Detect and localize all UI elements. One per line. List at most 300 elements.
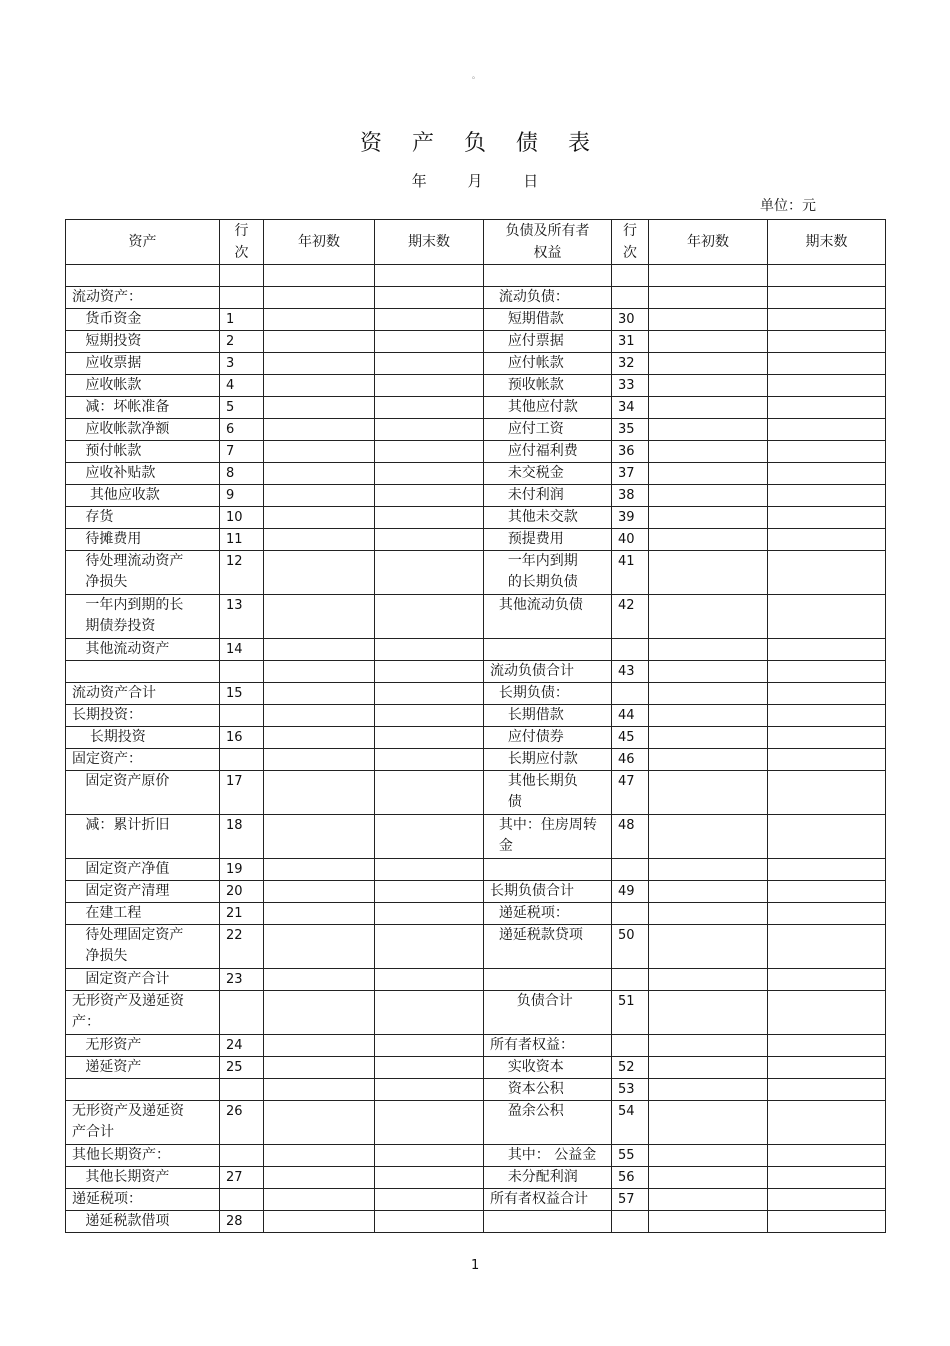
asset-row-no-cell: 3 — [220, 353, 264, 375]
asset-end-cell — [375, 265, 484, 287]
asset-end-cell — [375, 353, 484, 375]
liability-name-cell — [484, 265, 612, 287]
table-row — [66, 727, 886, 749]
unit-label: 单位：元 — [760, 198, 816, 214]
asset-begin-cell — [264, 485, 375, 507]
liability-row-no-cell: 30 — [612, 309, 649, 331]
liability-begin-cell — [649, 353, 768, 375]
liability-end-cell — [768, 815, 886, 859]
asset-end-cell — [375, 727, 484, 749]
liability-row-no-cell: 55 — [612, 1145, 649, 1167]
liability-begin-cell — [649, 419, 768, 441]
asset-name-cell — [66, 1079, 220, 1101]
asset-end-cell — [375, 309, 484, 331]
liability-name-cell: 长期借款 — [484, 705, 612, 727]
asset-row-no-cell: 11 — [220, 529, 264, 551]
liability-begin-cell — [649, 815, 768, 859]
liability-row-no-cell: 42 — [612, 595, 649, 639]
liability-end-cell — [768, 859, 886, 881]
asset-begin-cell — [264, 1167, 375, 1189]
asset-name-cell: 长期投资： — [66, 705, 220, 727]
table-row — [66, 595, 886, 639]
asset-end-cell — [375, 375, 484, 397]
liability-end-cell — [768, 397, 886, 419]
balance-sheet-table — [65, 219, 886, 1233]
asset-end-cell — [375, 1211, 484, 1233]
asset-name-cell: 待摊费用 — [66, 529, 220, 551]
liability-name-cell: 应付福利费 — [484, 441, 612, 463]
asset-row-no-cell: 6 — [220, 419, 264, 441]
asset-begin-cell — [264, 1035, 375, 1057]
asset-end-cell — [375, 815, 484, 859]
asset-begin-cell — [264, 1189, 375, 1211]
liability-name-cell — [484, 969, 612, 991]
asset-end-cell — [375, 639, 484, 661]
asset-end-cell — [375, 683, 484, 705]
liability-row-no-cell: 33 — [612, 375, 649, 397]
asset-end-cell — [375, 397, 484, 419]
liability-end-cell — [768, 683, 886, 705]
liability-end-cell — [768, 639, 886, 661]
liability-end-cell — [768, 595, 886, 639]
table-row — [66, 683, 886, 705]
asset-name-cell: 一年内到期的长 期债券投资 — [66, 595, 220, 639]
table-row — [66, 353, 886, 375]
asset-end-cell — [375, 529, 484, 551]
asset-begin-cell — [264, 683, 375, 705]
asset-name-cell: 其他流动资产 — [66, 639, 220, 661]
asset-begin-cell — [264, 859, 375, 881]
liability-row-no-cell: 50 — [612, 925, 649, 969]
liability-row-no-cell — [612, 969, 649, 991]
table-row — [66, 265, 886, 287]
table-row — [66, 1035, 886, 1057]
top-mark: 。 — [472, 71, 480, 80]
asset-begin-cell — [264, 551, 375, 595]
liability-row-no-cell: 49 — [612, 881, 649, 903]
table-row — [66, 331, 886, 353]
liability-row-no-cell: 52 — [612, 1057, 649, 1079]
liability-name-cell: 所有者权益： — [484, 1035, 612, 1057]
liability-begin-cell — [649, 397, 768, 419]
liability-begin-cell — [649, 309, 768, 331]
liability-end-cell — [768, 661, 886, 683]
liability-row-no-cell: 47 — [612, 771, 649, 815]
liability-end-cell — [768, 749, 886, 771]
asset-begin-cell — [264, 463, 375, 485]
liability-end-cell — [768, 463, 886, 485]
asset-begin-cell — [264, 815, 375, 859]
liability-row-no-cell: 48 — [612, 815, 649, 859]
asset-name-cell: 固定资产合计 — [66, 969, 220, 991]
table-row — [66, 1167, 886, 1189]
liability-end-cell — [768, 881, 886, 903]
asset-row-no-cell: 8 — [220, 463, 264, 485]
liability-row-no-cell: 53 — [612, 1079, 649, 1101]
liability-end-cell — [768, 529, 886, 551]
asset-row-no-cell: 17 — [220, 771, 264, 815]
asset-begin-cell — [264, 749, 375, 771]
asset-name-cell: 待处理流动资产 净损失 — [66, 551, 220, 595]
asset-name-cell: 流动资产合计 — [66, 683, 220, 705]
liability-row-no-cell — [612, 639, 649, 661]
liability-begin-cell — [649, 1189, 768, 1211]
asset-end-cell — [375, 485, 484, 507]
asset-name-cell: 应收帐款净额 — [66, 419, 220, 441]
asset-begin-cell — [264, 727, 375, 749]
asset-row-no-cell — [220, 265, 264, 287]
liability-end-cell — [768, 485, 886, 507]
asset-end-cell — [375, 881, 484, 903]
table-row — [66, 529, 886, 551]
liability-begin-cell — [649, 727, 768, 749]
liability-name-cell: 实收资本 — [484, 1057, 612, 1079]
liability-end-cell — [768, 1211, 886, 1233]
header-begin: 年初数 — [264, 220, 375, 265]
liability-name-cell: 其他应付款 — [484, 397, 612, 419]
asset-name-cell: 存货 — [66, 507, 220, 529]
asset-name-cell: 应收帐款 — [66, 375, 220, 397]
liability-begin-cell — [649, 859, 768, 881]
asset-name-cell: 减：坏帐准备 — [66, 397, 220, 419]
liability-begin-cell — [649, 991, 768, 1035]
asset-row-no-cell — [220, 287, 264, 309]
table-row — [66, 309, 886, 331]
asset-name-cell: 在建工程 — [66, 903, 220, 925]
asset-end-cell — [375, 771, 484, 815]
asset-end-cell — [375, 287, 484, 309]
asset-begin-cell — [264, 925, 375, 969]
liability-row-no-cell: 36 — [612, 441, 649, 463]
asset-row-no-cell: 4 — [220, 375, 264, 397]
liability-end-cell — [768, 1079, 886, 1101]
liability-end-cell — [768, 903, 886, 925]
liability-name-cell: 流动负债： — [484, 287, 612, 309]
liability-begin-cell — [649, 969, 768, 991]
liability-end-cell — [768, 1189, 886, 1211]
liability-begin-cell — [649, 529, 768, 551]
asset-row-no-cell: 23 — [220, 969, 264, 991]
table-row — [66, 1101, 886, 1145]
header-end: 期末数 — [375, 220, 484, 265]
liability-begin-cell — [649, 1035, 768, 1057]
liability-name-cell: 所有者权益合计 — [484, 1189, 612, 1211]
asset-end-cell — [375, 551, 484, 595]
liability-name-cell: 递延税项： — [484, 903, 612, 925]
asset-name-cell: 应收补贴款 — [66, 463, 220, 485]
asset-row-no-cell: 10 — [220, 507, 264, 529]
liability-end-cell — [768, 507, 886, 529]
table-row — [66, 859, 886, 881]
asset-begin-cell — [264, 1057, 375, 1079]
table-row — [66, 925, 886, 969]
asset-name-cell: 减：累计折旧 — [66, 815, 220, 859]
liability-end-cell — [768, 441, 886, 463]
asset-begin-cell — [264, 441, 375, 463]
asset-begin-cell — [264, 595, 375, 639]
asset-begin-cell — [264, 969, 375, 991]
asset-name-cell: 其他应收款 — [66, 485, 220, 507]
asset-end-cell — [375, 1057, 484, 1079]
header-begin-2: 年初数 — [649, 220, 768, 265]
liability-row-no-cell: 57 — [612, 1189, 649, 1211]
liability-row-no-cell — [612, 903, 649, 925]
table-row — [66, 507, 886, 529]
asset-end-cell — [375, 1035, 484, 1057]
liability-name-cell: 未付利润 — [484, 485, 612, 507]
liability-name-cell: 应付帐款 — [484, 353, 612, 375]
liability-end-cell — [768, 1167, 886, 1189]
header-assets: 资产 — [66, 220, 220, 265]
table-row — [66, 1145, 886, 1167]
liability-begin-cell — [649, 331, 768, 353]
asset-row-no-cell: 14 — [220, 639, 264, 661]
liability-row-no-cell — [612, 1035, 649, 1057]
liability-name-cell — [484, 859, 612, 881]
asset-row-no-cell: 25 — [220, 1057, 264, 1079]
asset-name-cell: 固定资产原价 — [66, 771, 220, 815]
liability-end-cell — [768, 771, 886, 815]
asset-name-cell: 无形资产及递延资 产合计 — [66, 1101, 220, 1145]
liability-name-cell: 其他长期负 债 — [484, 771, 612, 815]
asset-row-no-cell: 21 — [220, 903, 264, 925]
liability-row-no-cell — [612, 1211, 649, 1233]
asset-name-cell: 递延资产 — [66, 1057, 220, 1079]
liability-begin-cell — [649, 551, 768, 595]
asset-end-cell — [375, 463, 484, 485]
table-row — [66, 1211, 886, 1233]
asset-name-cell: 其他长期资产 — [66, 1167, 220, 1189]
asset-begin-cell — [264, 991, 375, 1035]
asset-row-no-cell — [220, 1079, 264, 1101]
asset-begin-cell — [264, 1145, 375, 1167]
table-row — [66, 551, 886, 595]
liability-row-no-cell: 34 — [612, 397, 649, 419]
asset-row-no-cell — [220, 661, 264, 683]
liability-end-cell — [768, 331, 886, 353]
table-row — [66, 903, 886, 925]
asset-begin-cell — [264, 265, 375, 287]
liability-name-cell: 未分配利润 — [484, 1167, 612, 1189]
liability-name-cell: 盈余公积 — [484, 1101, 612, 1145]
liability-name-cell: 资本公积 — [484, 1079, 612, 1101]
liability-begin-cell — [649, 1101, 768, 1145]
asset-begin-cell — [264, 1101, 375, 1145]
liability-row-no-cell: 38 — [612, 485, 649, 507]
asset-begin-cell — [264, 375, 375, 397]
liability-name-cell: 应付工资 — [484, 419, 612, 441]
asset-begin-cell — [264, 771, 375, 815]
liability-name-cell: 一年内到期 的长期负债 — [484, 551, 612, 595]
liability-row-no-cell: 35 — [612, 419, 649, 441]
asset-name-cell: 其他长期资产： — [66, 1145, 220, 1167]
asset-name-cell: 长期投资 — [66, 727, 220, 749]
liability-end-cell — [768, 1145, 886, 1167]
asset-row-no-cell — [220, 705, 264, 727]
asset-begin-cell — [264, 507, 375, 529]
asset-row-no-cell: 1 — [220, 309, 264, 331]
table-row — [66, 485, 886, 507]
asset-row-no-cell — [220, 1145, 264, 1167]
liability-name-cell: 应付债券 — [484, 727, 612, 749]
asset-name-cell: 无形资产 — [66, 1035, 220, 1057]
liability-begin-cell — [649, 925, 768, 969]
asset-row-no-cell: 2 — [220, 331, 264, 353]
liability-end-cell — [768, 287, 886, 309]
liability-row-no-cell — [612, 287, 649, 309]
asset-begin-cell — [264, 903, 375, 925]
asset-name-cell: 递延税款借项 — [66, 1211, 220, 1233]
table-row — [66, 1189, 886, 1211]
liability-row-no-cell: 41 — [612, 551, 649, 595]
asset-name-cell: 流动资产： — [66, 287, 220, 309]
asset-end-cell — [375, 749, 484, 771]
page-title: 资产负债表 — [359, 131, 620, 156]
liability-name-cell: 未交税金 — [484, 463, 612, 485]
table-row — [66, 815, 886, 859]
liability-row-no-cell: 32 — [612, 353, 649, 375]
asset-begin-cell — [264, 661, 375, 683]
liability-begin-cell — [649, 1079, 768, 1101]
liability-row-no-cell — [612, 683, 649, 705]
liability-end-cell — [768, 309, 886, 331]
table-row — [66, 375, 886, 397]
asset-name-cell: 无形资产及递延资 产： — [66, 991, 220, 1035]
liability-begin-cell — [649, 683, 768, 705]
liability-begin-cell — [649, 749, 768, 771]
liability-begin-cell — [649, 595, 768, 639]
liability-begin-cell — [649, 881, 768, 903]
liability-begin-cell — [649, 705, 768, 727]
liability-row-no-cell: 39 — [612, 507, 649, 529]
header-row-no: 行 次 — [220, 220, 264, 265]
asset-end-cell — [375, 1101, 484, 1145]
asset-end-cell — [375, 1189, 484, 1211]
liability-end-cell — [768, 991, 886, 1035]
asset-row-no-cell: 15 — [220, 683, 264, 705]
liability-row-no-cell: 31 — [612, 331, 649, 353]
liability-name-cell: 其他流动负债 — [484, 595, 612, 639]
asset-begin-cell — [264, 331, 375, 353]
asset-end-cell — [375, 859, 484, 881]
liability-begin-cell — [649, 441, 768, 463]
liability-end-cell — [768, 1101, 886, 1145]
asset-name-cell: 预付帐款 — [66, 441, 220, 463]
liability-row-no-cell: 37 — [612, 463, 649, 485]
asset-end-cell — [375, 925, 484, 969]
asset-end-cell — [375, 1145, 484, 1167]
liability-begin-cell — [649, 771, 768, 815]
report-date: 年 月 日 — [411, 172, 539, 190]
liability-end-cell — [768, 265, 886, 287]
asset-begin-cell — [264, 705, 375, 727]
asset-begin-cell — [264, 881, 375, 903]
liability-begin-cell — [649, 507, 768, 529]
liability-name-cell: 其中： 公益金 — [484, 1145, 612, 1167]
table-row — [66, 441, 886, 463]
header-row-no-2: 行 次 — [612, 220, 649, 265]
liability-end-cell — [768, 1035, 886, 1057]
asset-end-cell — [375, 705, 484, 727]
header-end-2: 期末数 — [768, 220, 886, 265]
asset-name-cell — [66, 265, 220, 287]
asset-name-cell: 固定资产清理 — [66, 881, 220, 903]
asset-name-cell: 固定资产净值 — [66, 859, 220, 881]
liability-row-no-cell: 44 — [612, 705, 649, 727]
liability-begin-cell — [649, 661, 768, 683]
table-row — [66, 419, 886, 441]
liability-name-cell: 短期借款 — [484, 309, 612, 331]
table-row — [66, 749, 886, 771]
liability-end-cell — [768, 375, 886, 397]
asset-row-no-cell: 9 — [220, 485, 264, 507]
liability-begin-cell — [649, 1145, 768, 1167]
liability-name-cell: 长期应付款 — [484, 749, 612, 771]
asset-end-cell — [375, 507, 484, 529]
liability-name-cell: 预提费用 — [484, 529, 612, 551]
liability-row-no-cell: 43 — [612, 661, 649, 683]
liability-row-no-cell — [612, 859, 649, 881]
asset-end-cell — [375, 441, 484, 463]
asset-row-no-cell: 18 — [220, 815, 264, 859]
asset-name-cell: 待处理固定资产 净损失 — [66, 925, 220, 969]
table-row — [66, 463, 886, 485]
asset-row-no-cell — [220, 749, 264, 771]
table-row — [66, 969, 886, 991]
asset-begin-cell — [264, 639, 375, 661]
liability-begin-cell — [649, 903, 768, 925]
asset-row-no-cell — [220, 991, 264, 1035]
asset-name-cell: 递延税项： — [66, 1189, 220, 1211]
asset-row-no-cell: 5 — [220, 397, 264, 419]
liability-name-cell — [484, 639, 612, 661]
liability-row-no-cell: 45 — [612, 727, 649, 749]
liability-end-cell — [768, 705, 886, 727]
liability-name-cell: 负债合计 — [484, 991, 612, 1035]
liability-begin-cell — [649, 1057, 768, 1079]
liability-row-no-cell: 40 — [612, 529, 649, 551]
table-row — [66, 661, 886, 683]
page-number: 1 — [471, 1258, 480, 1273]
asset-end-cell — [375, 331, 484, 353]
asset-begin-cell — [264, 529, 375, 551]
liability-begin-cell — [649, 265, 768, 287]
asset-name-cell — [66, 661, 220, 683]
table-row — [66, 881, 886, 903]
asset-end-cell — [375, 419, 484, 441]
asset-name-cell: 货币资金 — [66, 309, 220, 331]
header-liabilities: 负债及所有者 权益 — [484, 220, 612, 265]
table-row — [66, 771, 886, 815]
table-row — [66, 991, 886, 1035]
asset-name-cell: 短期投资 — [66, 331, 220, 353]
liability-row-no-cell: 54 — [612, 1101, 649, 1145]
asset-row-no-cell: 22 — [220, 925, 264, 969]
asset-begin-cell — [264, 309, 375, 331]
asset-row-no-cell: 20 — [220, 881, 264, 903]
asset-begin-cell — [264, 419, 375, 441]
liability-name-cell — [484, 1211, 612, 1233]
asset-row-no-cell: 19 — [220, 859, 264, 881]
liability-begin-cell — [649, 485, 768, 507]
asset-begin-cell — [264, 287, 375, 309]
asset-end-cell — [375, 1167, 484, 1189]
asset-row-no-cell: 24 — [220, 1035, 264, 1057]
liability-end-cell — [768, 551, 886, 595]
asset-begin-cell — [264, 1079, 375, 1101]
table-row — [66, 287, 886, 309]
liability-end-cell — [768, 1057, 886, 1079]
